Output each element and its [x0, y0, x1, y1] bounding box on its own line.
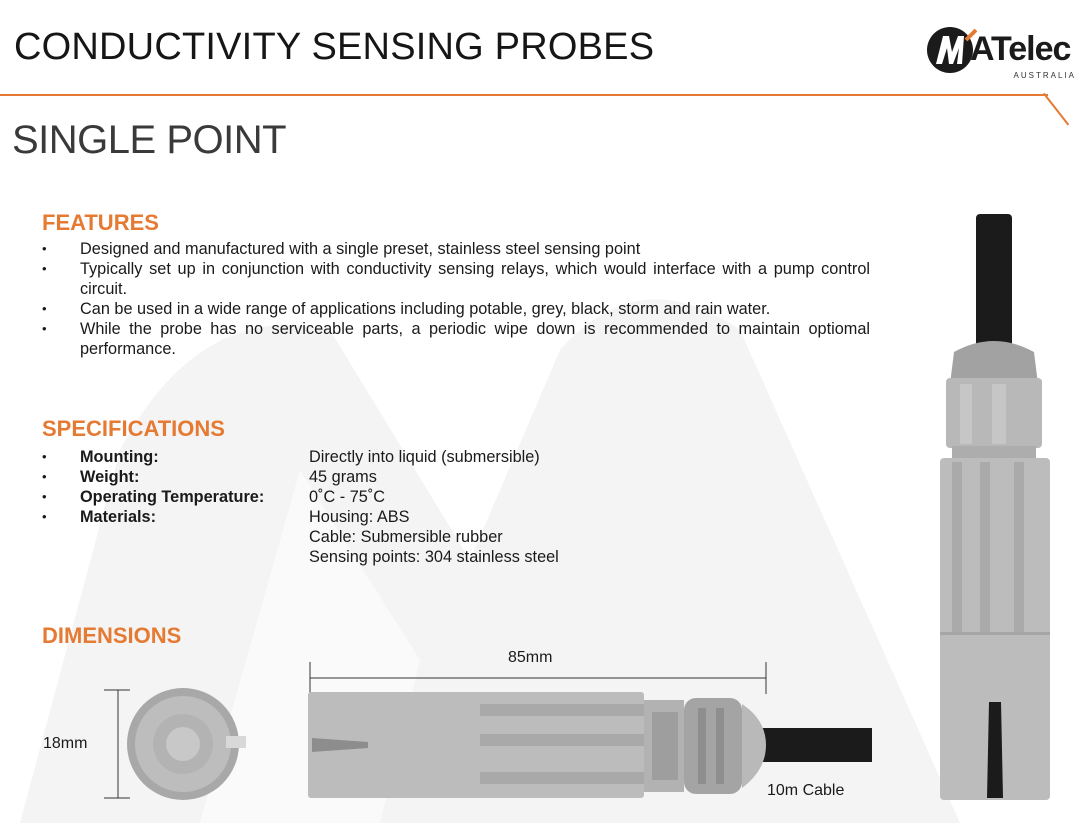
matelec-logo: [926, 22, 1078, 82]
spec-label: Mounting:: [80, 448, 159, 466]
spec-row-mounting: • Mounting: Directly into liquid (submersible): [42, 448, 540, 466]
length-label: 85mm: [508, 649, 553, 666]
spec-value: Cable: Submersible rubber: [309, 528, 503, 546]
header-rule: [0, 94, 1048, 96]
page-title: CONDUCTIVITY SENSING PROBES: [14, 26, 655, 68]
list-item: • Designed and manufactured with a single preset, stainless steel sensing point: [42, 239, 870, 259]
spec-row-materials-cable: [42, 527, 559, 547]
spec-label: Weight:: [80, 468, 140, 486]
list-item: • While the probe has no serviceable parts, a periodic wipe down is recommended to maintain optiomal performance.: [42, 319, 870, 359]
spec-value: Directly into liquid (submersible): [309, 448, 540, 466]
specifications-table: [42, 447, 559, 567]
logo-wordmark: ATelec: [970, 30, 1071, 68]
spec-value: 45 grams: [309, 468, 377, 486]
spec-row-materials: • Materials: Housing: ABS: [42, 508, 410, 526]
cable-label: 10m Cable: [767, 782, 845, 799]
length-dimension-line: [304, 660, 774, 694]
spec-value: 0˚C - 75˚C: [309, 488, 385, 506]
diameter-label: 18mm: [43, 735, 88, 752]
features-list: [42, 239, 870, 359]
probe-product-image: [930, 212, 1058, 804]
spec-row-temperature: • Operating Temperature: 0˚C - 75˚C: [42, 488, 385, 506]
spec-label: Operating Temperature:: [80, 488, 265, 506]
logo-subtext: AUSTRALIA: [1013, 71, 1076, 80]
spec-label: [80, 547, 309, 567]
spec-row-weight: • Weight: 45 grams: [42, 468, 377, 486]
probe-end-view: [126, 686, 248, 804]
list-item: • Can be used in a wide range of applications including potable, grey, black, storm and rain water.: [42, 299, 870, 319]
spec-row-materials-sensing: [42, 547, 559, 567]
spec-value: Sensing points: 304 stainless steel: [309, 548, 559, 566]
probe-side-view: [306, 690, 872, 802]
dimensions-heading: DIMENSIONS: [42, 623, 182, 648]
spec-value: Housing: ABS: [309, 508, 410, 526]
specifications-heading: SPECIFICATIONS: [42, 416, 225, 441]
spec-label: Materials:: [80, 508, 157, 526]
page-subtitle: SINGLE POINT: [12, 118, 287, 162]
spec-label: [80, 527, 309, 547]
features-heading: FEATURES: [42, 210, 159, 235]
list-item: • Typically set up in conjunction with conductivity sensing relays, which would interface with a pump control circuit.: [42, 259, 870, 299]
